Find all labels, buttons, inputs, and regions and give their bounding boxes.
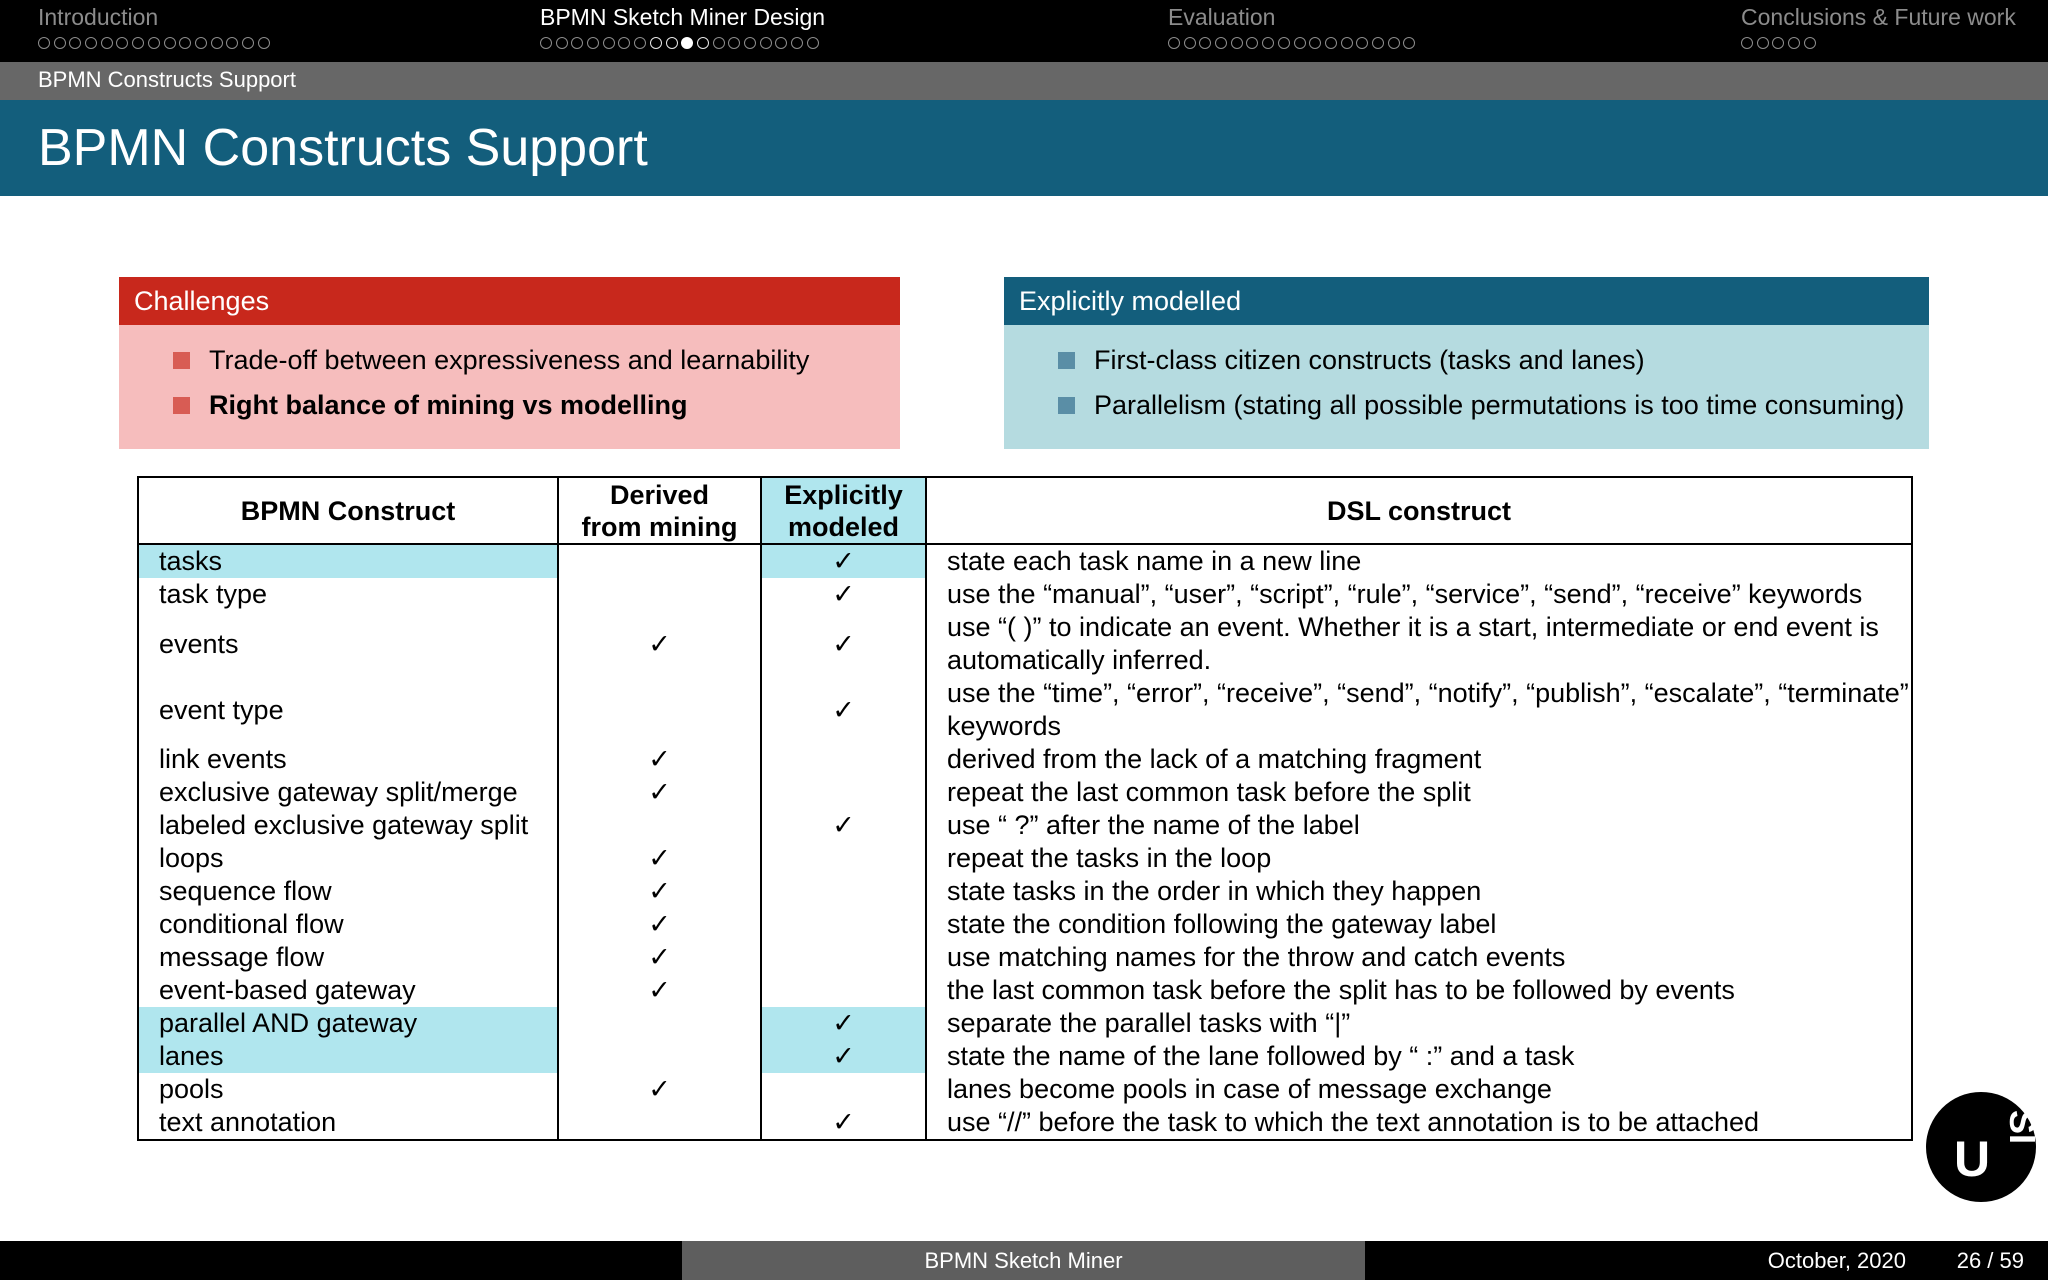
- nav-slide-dot[interactable]: [1325, 37, 1337, 49]
- nav-slide-dot[interactable]: [634, 37, 646, 49]
- nav-slide-dot[interactable]: [54, 37, 66, 49]
- construct-cell: parallel AND gateway: [138, 1007, 558, 1040]
- nav-slide-dot[interactable]: [760, 37, 772, 49]
- dsl-cell: derived from the lack of a matching fragment: [926, 743, 1912, 776]
- bullet-square-icon: [1058, 397, 1075, 414]
- nav-slide-dot[interactable]: [540, 37, 552, 49]
- construct-cell: event type: [138, 677, 558, 743]
- nav-slide-dot[interactable]: [164, 37, 176, 49]
- bpmn-constructs-table: [137, 476, 1911, 1140]
- nav-slide-dot[interactable]: [242, 37, 254, 49]
- nav-slide-dot[interactable]: [38, 37, 50, 49]
- table-row: [138, 875, 1912, 908]
- table-row: [138, 544, 1912, 578]
- derived-cell: ✓: [558, 842, 761, 875]
- construct-cell: pools: [138, 1073, 558, 1106]
- nav-slide-dot[interactable]: [587, 37, 599, 49]
- challenges-block: [119, 277, 900, 449]
- nav-slide-dot[interactable]: [258, 37, 270, 49]
- nav-slide-dot[interactable]: [1388, 37, 1400, 49]
- construct-cell: event-based gateway: [138, 974, 558, 1007]
- table-body: [138, 544, 1912, 1140]
- nav-slide-dot[interactable]: [1278, 37, 1290, 49]
- explicit-cell: ✓: [761, 611, 926, 677]
- explicit-item: [1094, 345, 1645, 376]
- nav-slide-dot[interactable]: [1246, 37, 1258, 49]
- nav-slide-dot[interactable]: [1741, 37, 1753, 49]
- bullet-square-icon: [173, 352, 190, 369]
- nav-slide-dot[interactable]: [69, 37, 81, 49]
- table-row: [138, 677, 1912, 743]
- derived-cell: ✓: [558, 776, 761, 809]
- challenges-block-body: [119, 325, 900, 449]
- dsl-cell: separate the parallel tasks with “|”: [926, 1007, 1912, 1040]
- explicit-cell: ✓: [761, 809, 926, 842]
- challenges-item-text: Right balance of mining vs modelling: [209, 390, 688, 420]
- dsl-cell: use the “manual”, “user”, “script”, “rule”, “service”, “send”, “receive” keywords: [926, 578, 1912, 611]
- dsl-cell: repeat the last common task before the split: [926, 776, 1912, 809]
- nav-slide-dot[interactable]: [666, 37, 678, 49]
- construct-cell: labeled exclusive gateway split: [138, 809, 558, 842]
- table-row: [138, 611, 1912, 677]
- nav-slide-dot[interactable]: [571, 37, 583, 49]
- table-row: [138, 974, 1912, 1007]
- derived-cell: ✓: [558, 875, 761, 908]
- dsl-cell: use “( )” to indicate an event. Whether it is a start, intermediate or end event is automatically inferred.: [926, 611, 1912, 677]
- nav-slide-dot[interactable]: [1403, 37, 1415, 49]
- derived-cell: ✓: [558, 611, 761, 677]
- dsl-cell: the last common task before the split has to be followed by events: [926, 974, 1912, 1007]
- construct-cell: exclusive gateway split/merge: [138, 776, 558, 809]
- derived-cell: ✓: [558, 974, 761, 1007]
- header-derived-from-mining: [558, 477, 761, 544]
- nav-slide-dot[interactable]: [132, 37, 144, 49]
- nav-slide-dot[interactable]: [1372, 37, 1384, 49]
- bullet-square-icon: [1058, 352, 1075, 369]
- explicit-cell: [761, 743, 926, 776]
- table-row: [138, 809, 1912, 842]
- nav-slide-dot[interactable]: [101, 37, 113, 49]
- nav-section-title[interactable]: BPMN Sketch Miner Design: [540, 4, 826, 30]
- derived-cell: [558, 809, 761, 842]
- explicitly-modelled-block-title: Explicitly modelled: [1004, 277, 1929, 325]
- nav-slide-dot[interactable]: [85, 37, 97, 49]
- nav-slide-dot[interactable]: [650, 37, 662, 49]
- section-navigation: [0, 0, 2048, 62]
- bullet-square-icon: [173, 397, 190, 414]
- nav-slide-dot[interactable]: [603, 37, 615, 49]
- nav-slide-dot[interactable]: [1309, 37, 1321, 49]
- usi-logo: [1926, 1092, 2043, 1202]
- dsl-cell: state the condition following the gateway label: [926, 908, 1912, 941]
- nav-slide-dot[interactable]: [1341, 37, 1353, 49]
- derived-cell: ✓: [558, 1073, 761, 1106]
- header-derived-line: from mining: [581, 511, 738, 542]
- header-explicit-line: modeled: [787, 511, 900, 542]
- construct-cell: link events: [138, 743, 558, 776]
- explicit-item-text: Parallelism (stating all possible permutations is too time consuming): [1094, 390, 1905, 420]
- nav-slide-dot[interactable]: [1262, 37, 1274, 49]
- nav-slide-dot[interactable]: [1804, 37, 1816, 49]
- derived-cell: [558, 578, 761, 611]
- table-row: [138, 1106, 1912, 1140]
- explicit-cell: ✓: [761, 544, 926, 578]
- nav-slide-dot[interactable]: [211, 37, 223, 49]
- nav-dots: [38, 37, 273, 53]
- derived-cell: ✓: [558, 743, 761, 776]
- dsl-cell: state tasks in the order in which they happen: [926, 875, 1912, 908]
- explicitly-modelled-block: [1004, 277, 1929, 449]
- dsl-cell: use “ ?” after the name of the label: [926, 809, 1912, 842]
- nav-dots: [1741, 37, 1819, 53]
- nav-slide-dot[interactable]: [148, 37, 160, 49]
- subsection-bar: [0, 62, 2048, 100]
- table-row: [138, 842, 1912, 875]
- nav-slide-dot[interactable]: [1772, 37, 1784, 49]
- nav-slide-dot[interactable]: [1168, 37, 1180, 49]
- challenges-block-title: Challenges: [119, 277, 900, 325]
- header-explicitly-modeled: [761, 477, 926, 544]
- construct-cell: conditional flow: [138, 908, 558, 941]
- nav-slide-dot[interactable]: [1184, 37, 1196, 49]
- logo-letters-si: SI: [2002, 1110, 2043, 1145]
- explicit-cell: ✓: [761, 1007, 926, 1040]
- footer-presentation-title: BPMN Sketch Miner: [924, 1248, 1123, 1273]
- nav-slide-dot[interactable]: [807, 37, 819, 49]
- table-row: [138, 776, 1912, 809]
- explicit-cell: [761, 842, 926, 875]
- challenges-item-text: Trade-off between expressiveness and learnability: [209, 345, 810, 375]
- table-header-row: [138, 477, 1912, 544]
- explicit-cell: [761, 875, 926, 908]
- explicit-cell: ✓: [761, 1040, 926, 1073]
- subsection-title: BPMN Constructs Support: [38, 67, 296, 92]
- header-explicit-line: Explicitly: [784, 479, 903, 510]
- nav-dots: [1168, 37, 1419, 53]
- nav-slide-dot[interactable]: [1231, 37, 1243, 49]
- nav-slide-dot[interactable]: [226, 37, 238, 49]
- derived-cell: ✓: [558, 908, 761, 941]
- nav-slide-dot[interactable]: [195, 37, 207, 49]
- derived-cell: [558, 1040, 761, 1073]
- dsl-cell: repeat the tasks in the loop: [926, 842, 1912, 875]
- nav-slide-dot[interactable]: [744, 37, 756, 49]
- construct-cell: events: [138, 611, 558, 677]
- nav-slide-dot[interactable]: [775, 37, 787, 49]
- explicit-cell: [761, 776, 926, 809]
- dsl-cell: use the “time”, “error”, “receive”, “send”, “notify”, “publish”, “escalate”, “terminate” keywords: [926, 677, 1912, 743]
- nav-section-title[interactable]: Conclusions & Future work: [1741, 4, 2016, 30]
- construct-cell: message flow: [138, 941, 558, 974]
- logo-letter-u: U: [1954, 1131, 1991, 1187]
- explicit-cell: [761, 908, 926, 941]
- nav-slide-dot[interactable]: [681, 37, 693, 49]
- construct-cell: task type: [138, 578, 558, 611]
- nav-slide-dot[interactable]: [697, 37, 709, 49]
- dsl-cell: state the name of the lane followed by “ :” and a task: [926, 1040, 1912, 1073]
- header-bpmn-construct: BPMN Construct: [138, 477, 558, 544]
- nav-section-title[interactable]: Evaluation: [1168, 4, 1276, 30]
- construct-cell: text annotation: [138, 1106, 558, 1140]
- nav-slide-dot[interactable]: [713, 37, 725, 49]
- derived-cell: [558, 1106, 761, 1140]
- dsl-cell: state each task name in a new line: [926, 544, 1912, 578]
- dsl-cell: lanes become pools in case of message exchange: [926, 1073, 1912, 1106]
- nav-slide-dot[interactable]: [556, 37, 568, 49]
- page-title: BPMN Constructs Support: [38, 119, 648, 177]
- nav-slide-dot[interactable]: [1356, 37, 1368, 49]
- nav-slide-dot[interactable]: [1757, 37, 1769, 49]
- nav-slide-dot[interactable]: [1788, 37, 1800, 49]
- explicit-item-text: First-class citizen constructs (tasks and lanes): [1094, 345, 1645, 375]
- footer-date: October, 2020: [1767, 1248, 1906, 1273]
- table-row: [138, 941, 1912, 974]
- explicit-item: [1094, 390, 1904, 421]
- nav-section-title[interactable]: Introduction: [38, 4, 159, 30]
- table-row: [138, 1040, 1912, 1073]
- nav-slide-dot[interactable]: [791, 37, 803, 49]
- derived-cell: [558, 1007, 761, 1040]
- nav-slide-dot[interactable]: [1199, 37, 1211, 49]
- table-row: [138, 1073, 1912, 1106]
- table-row: [138, 1007, 1912, 1040]
- challenges-item: [209, 345, 809, 376]
- explicit-cell: [761, 974, 926, 1007]
- construct-cell: tasks: [138, 544, 558, 578]
- footer-page-number[interactable]: 26 / 59: [1956, 1248, 2024, 1273]
- dsl-cell: use matching names for the throw and catch events: [926, 941, 1912, 974]
- header-dsl-construct: DSL construct: [926, 477, 1912, 544]
- footer-bar: [0, 1241, 2048, 1280]
- construct-cell: sequence flow: [138, 875, 558, 908]
- table-row: [138, 578, 1912, 611]
- derived-cell: ✓: [558, 941, 761, 974]
- table-row: [138, 743, 1912, 776]
- challenges-item: [209, 390, 688, 421]
- construct-cell: loops: [138, 842, 558, 875]
- nav-dots: [540, 37, 822, 53]
- footer-center: [682, 1241, 1365, 1280]
- derived-cell: [558, 677, 761, 743]
- nav-slide-dot[interactable]: [179, 37, 191, 49]
- table-row: [138, 908, 1912, 941]
- dsl-cell: use “//” before the task to which the text annotation is to be attached: [926, 1106, 1912, 1140]
- header-derived-line: Derived: [609, 479, 710, 510]
- nav-slide-dot[interactable]: [1294, 37, 1306, 49]
- construct-cell: lanes: [138, 1040, 558, 1073]
- nav-slide-dot[interactable]: [1215, 37, 1227, 49]
- nav-slide-dot[interactable]: [116, 37, 128, 49]
- explicit-cell: ✓: [761, 578, 926, 611]
- nav-slide-dot[interactable]: [618, 37, 630, 49]
- derived-cell: [558, 544, 761, 578]
- explicit-cell: [761, 1073, 926, 1106]
- nav-slide-dot[interactable]: [728, 37, 740, 49]
- explicit-cell: ✓: [761, 677, 926, 743]
- explicit-cell: [761, 941, 926, 974]
- frame-title-bar: [0, 100, 2048, 196]
- explicitly-modelled-block-body: [1004, 325, 1929, 449]
- explicit-cell: ✓: [761, 1106, 926, 1140]
